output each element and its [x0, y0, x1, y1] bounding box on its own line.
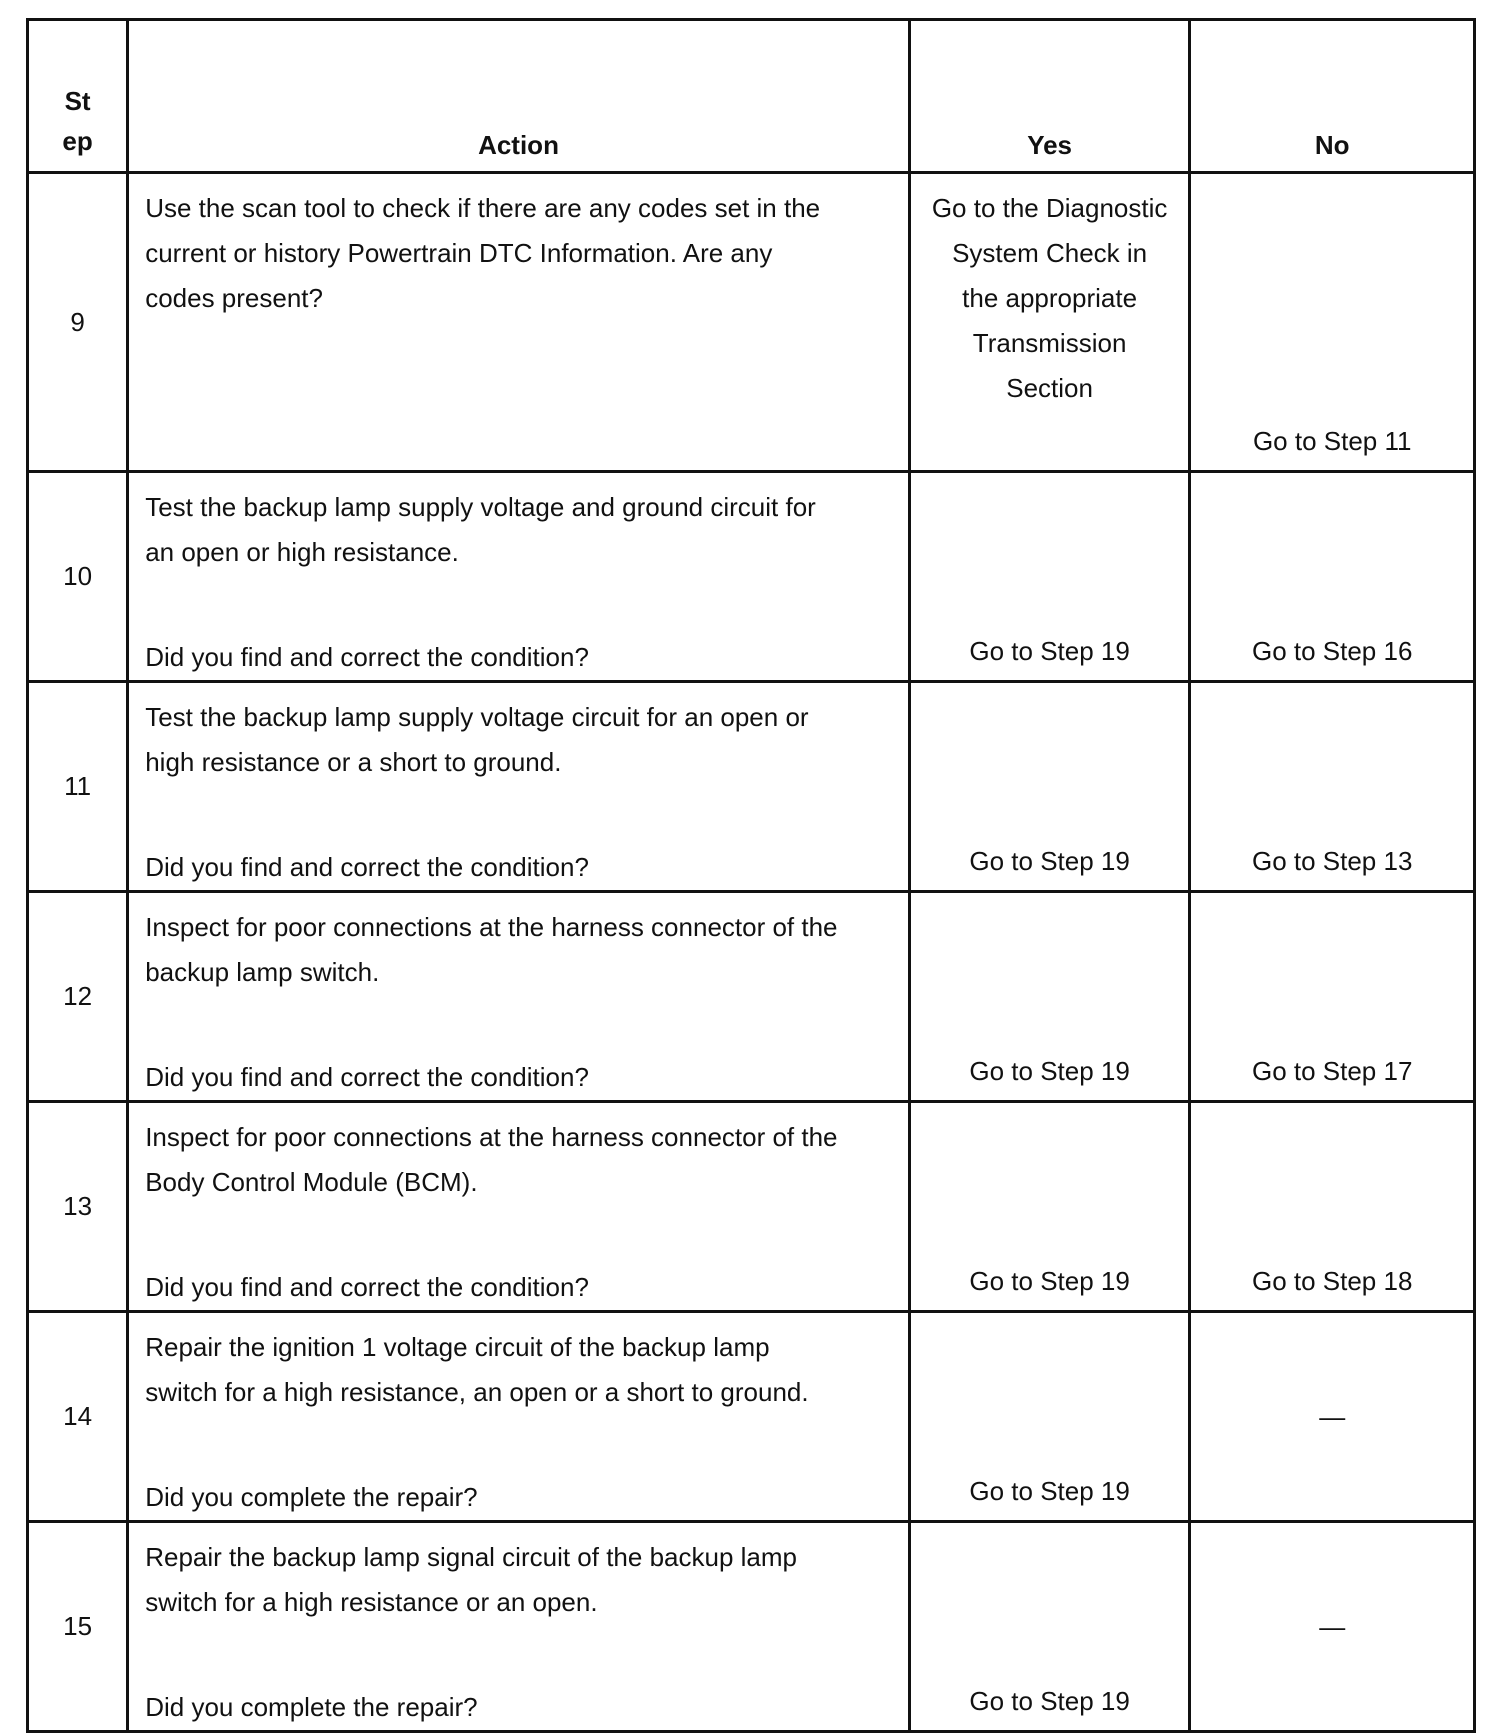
no-cell [1190, 173, 1475, 472]
step-number: 14 [28, 1312, 128, 1522]
no-text: Go to Step 17 [1251, 1056, 1413, 1086]
step-number: 11 [28, 682, 128, 892]
yes-cell [909, 1312, 1190, 1522]
header-step [28, 20, 128, 173]
table-row [28, 1522, 1475, 1732]
action-text: Test the backup lamp supply voltage circuit for an open or high resistance or a short to ground. [145, 702, 809, 777]
header-yes: Yes [909, 20, 1190, 173]
no-cell [1190, 472, 1475, 682]
no-cell [1190, 1522, 1475, 1732]
action-question: Did you find and correct the condition? [145, 642, 589, 672]
yes-text: Go to Step 19 [969, 636, 1130, 666]
action-question: Did you find and correct the condition? [145, 852, 589, 882]
action-cell [128, 1312, 910, 1522]
no-cell [1190, 1102, 1475, 1312]
action-question: Did you complete the repair? [145, 1482, 478, 1512]
yes-text: Go to Step 19 [969, 846, 1130, 876]
step-number: 15 [28, 1522, 128, 1732]
no-text: Go to Step 16 [1251, 636, 1413, 666]
no-dash: — [1319, 1401, 1346, 1431]
action-question: Did you complete the repair? [145, 1692, 478, 1722]
header-step-line2: ep [62, 126, 93, 156]
action-text: Inspect for poor connections at the harness connector of the Body Control Module (BCM). [145, 1122, 838, 1197]
action-cell [128, 892, 910, 1102]
step-number: 10 [28, 472, 128, 682]
no-cell [1190, 1312, 1475, 1522]
action-text: Inspect for poor connections at the harness connector of the backup lamp switch. [145, 912, 838, 987]
table-row [28, 682, 1475, 892]
action-question: Did you find and correct the condition? [145, 1062, 589, 1092]
yes-cell [909, 682, 1190, 892]
action-text: Test the backup lamp supply voltage and ground circuit for an open or high resistance. [145, 492, 816, 567]
yes-cell [909, 1522, 1190, 1732]
no-text: Go to Step 13 [1251, 846, 1413, 876]
yes-cell [909, 472, 1190, 682]
no-text: Go to Step 11 [1252, 426, 1412, 456]
table-row [28, 892, 1475, 1102]
yes-cell [909, 173, 1190, 472]
action-question: Did you find and correct the condition? [145, 1272, 589, 1302]
header-action: Action [128, 20, 910, 173]
yes-cell [909, 1102, 1190, 1312]
no-cell [1190, 892, 1475, 1102]
yes-text: Go to Step 19 [969, 1056, 1130, 1086]
action-cell [128, 1102, 910, 1312]
yes-text: Go to Step 19 [969, 1266, 1130, 1296]
no-text: Go to Step 18 [1251, 1266, 1413, 1296]
yes-text: Go to the Diagnostic System Check in the appropriate Transmission Section [931, 193, 1168, 403]
step-number: 12 [28, 892, 128, 1102]
step-number: 9 [28, 173, 128, 472]
action-cell [128, 173, 910, 472]
action-cell [128, 472, 910, 682]
action-cell [128, 1522, 910, 1732]
action-text: Repair the ignition 1 voltage circuit of the backup lamp switch for a high resistance, an open or a short to ground. [145, 1332, 809, 1407]
header-step-line1: St [64, 86, 91, 116]
action-cell [128, 682, 910, 892]
header-row [28, 20, 1475, 173]
no-dash: — [1319, 1611, 1346, 1641]
step-number: 13 [28, 1102, 128, 1312]
table-row [28, 1102, 1475, 1312]
table-row [28, 173, 1475, 472]
header-no: No [1190, 20, 1475, 173]
yes-text: Go to Step 19 [969, 1686, 1130, 1716]
table-row [28, 472, 1475, 682]
yes-cell [909, 892, 1190, 1102]
diagnostic-table [26, 18, 1476, 1733]
action-text: Repair the backup lamp signal circuit of the backup lamp switch for a high resistance or an open. [145, 1542, 797, 1617]
yes-text: Go to Step 19 [969, 1476, 1130, 1506]
table-row [28, 1312, 1475, 1522]
action-text: Use the scan tool to check if there are any codes set in the current or history Powertrain DTC Information. Are any codes present? [145, 193, 821, 313]
no-cell [1190, 682, 1475, 892]
